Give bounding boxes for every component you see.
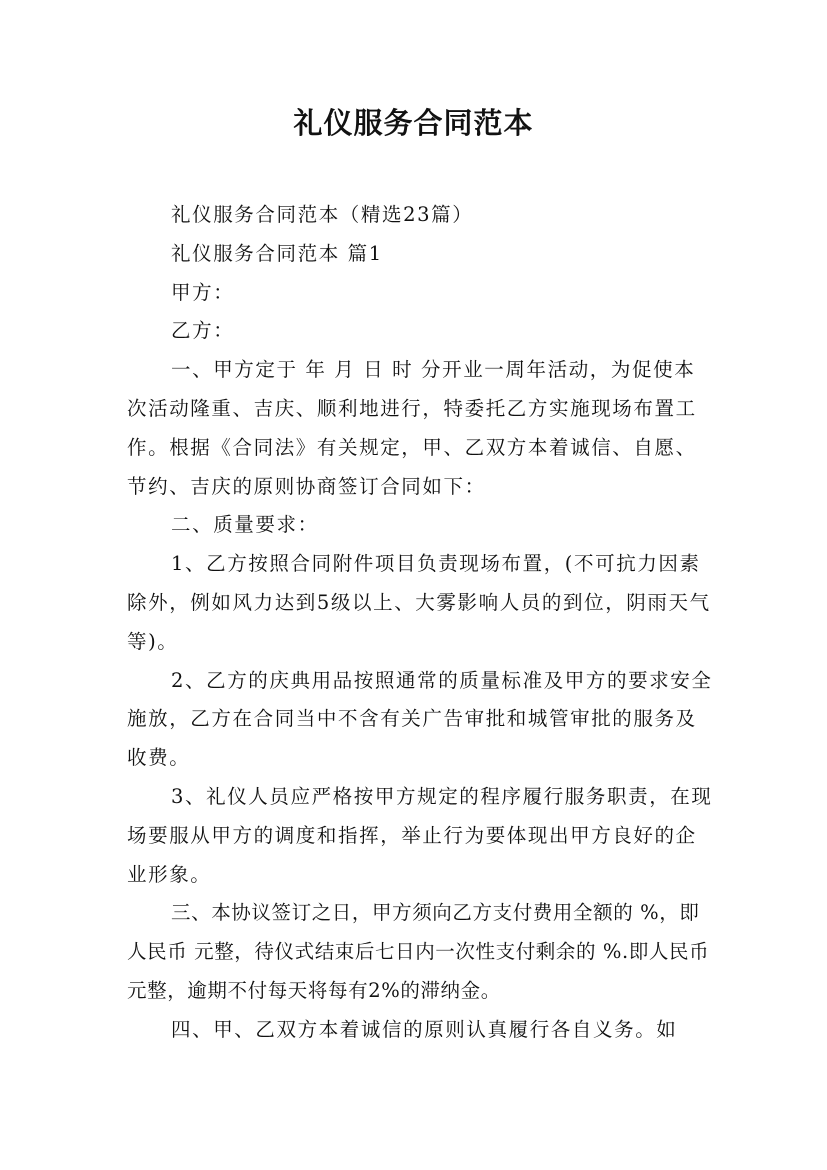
document-body bbox=[127, 196, 713, 1050]
paragraph-clause-3: 三、本协议签订之日，甲方须向乙方支付费用全额的 %，即人民币 元整，待仪式结束后七日内一次性支付剩余的 %.即人民币 元整，逾期不付每天将每有2%的滞纳金。 bbox=[127, 901, 710, 1002]
paragraph-clause-4: 四、甲、乙双方本着诚信的原则认真履行各自义务。如 bbox=[171, 1017, 678, 1041]
paragraph-subtitle: 礼仪服务合同范本（精选23篇） bbox=[171, 203, 474, 226]
paragraph-section-heading: 礼仪服务合同范本 篇1 bbox=[171, 241, 383, 265]
paragraph-party-a: 甲方： bbox=[171, 280, 235, 304]
paragraph-clause-1: 一、甲方定于 年 月 日 时 分开业一周年活动，为促使本次活动隆重、吉庆、顺利地进行，特委托乙方实施现场布置工作。根据《合同法》有关规定，甲、乙双方本着诚信、自愿、节约、吉庆的原则协商签订合同如下： bbox=[127, 358, 697, 498]
paragraph-item-1: 1、乙方按照合同附件项目负责现场布置，(不可抗力因素除外，例如风力达到5级以上、大雾影响人员的到位，阴雨天气等)。 bbox=[127, 552, 711, 653]
paragraph-clause-2-heading: 二、质量要求： bbox=[171, 513, 319, 537]
paragraph-item-2: 2、乙方的庆典用品按照通常的质量标准及甲方的要求安全施放，乙方在合同当中不含有关广告审批和城管审批的服务及收费。 bbox=[127, 668, 713, 770]
document-title: 礼仪服务合同范本 bbox=[293, 106, 534, 140]
paragraph-party-b: 乙方： bbox=[171, 319, 235, 343]
paragraph-item-3: 3、礼仪人员应严格按甲方规定的程序履行服务职责，在现场要服从甲方的调度和指挥，举止行为要体现出甲方良好的企业形象。 bbox=[127, 784, 713, 886]
